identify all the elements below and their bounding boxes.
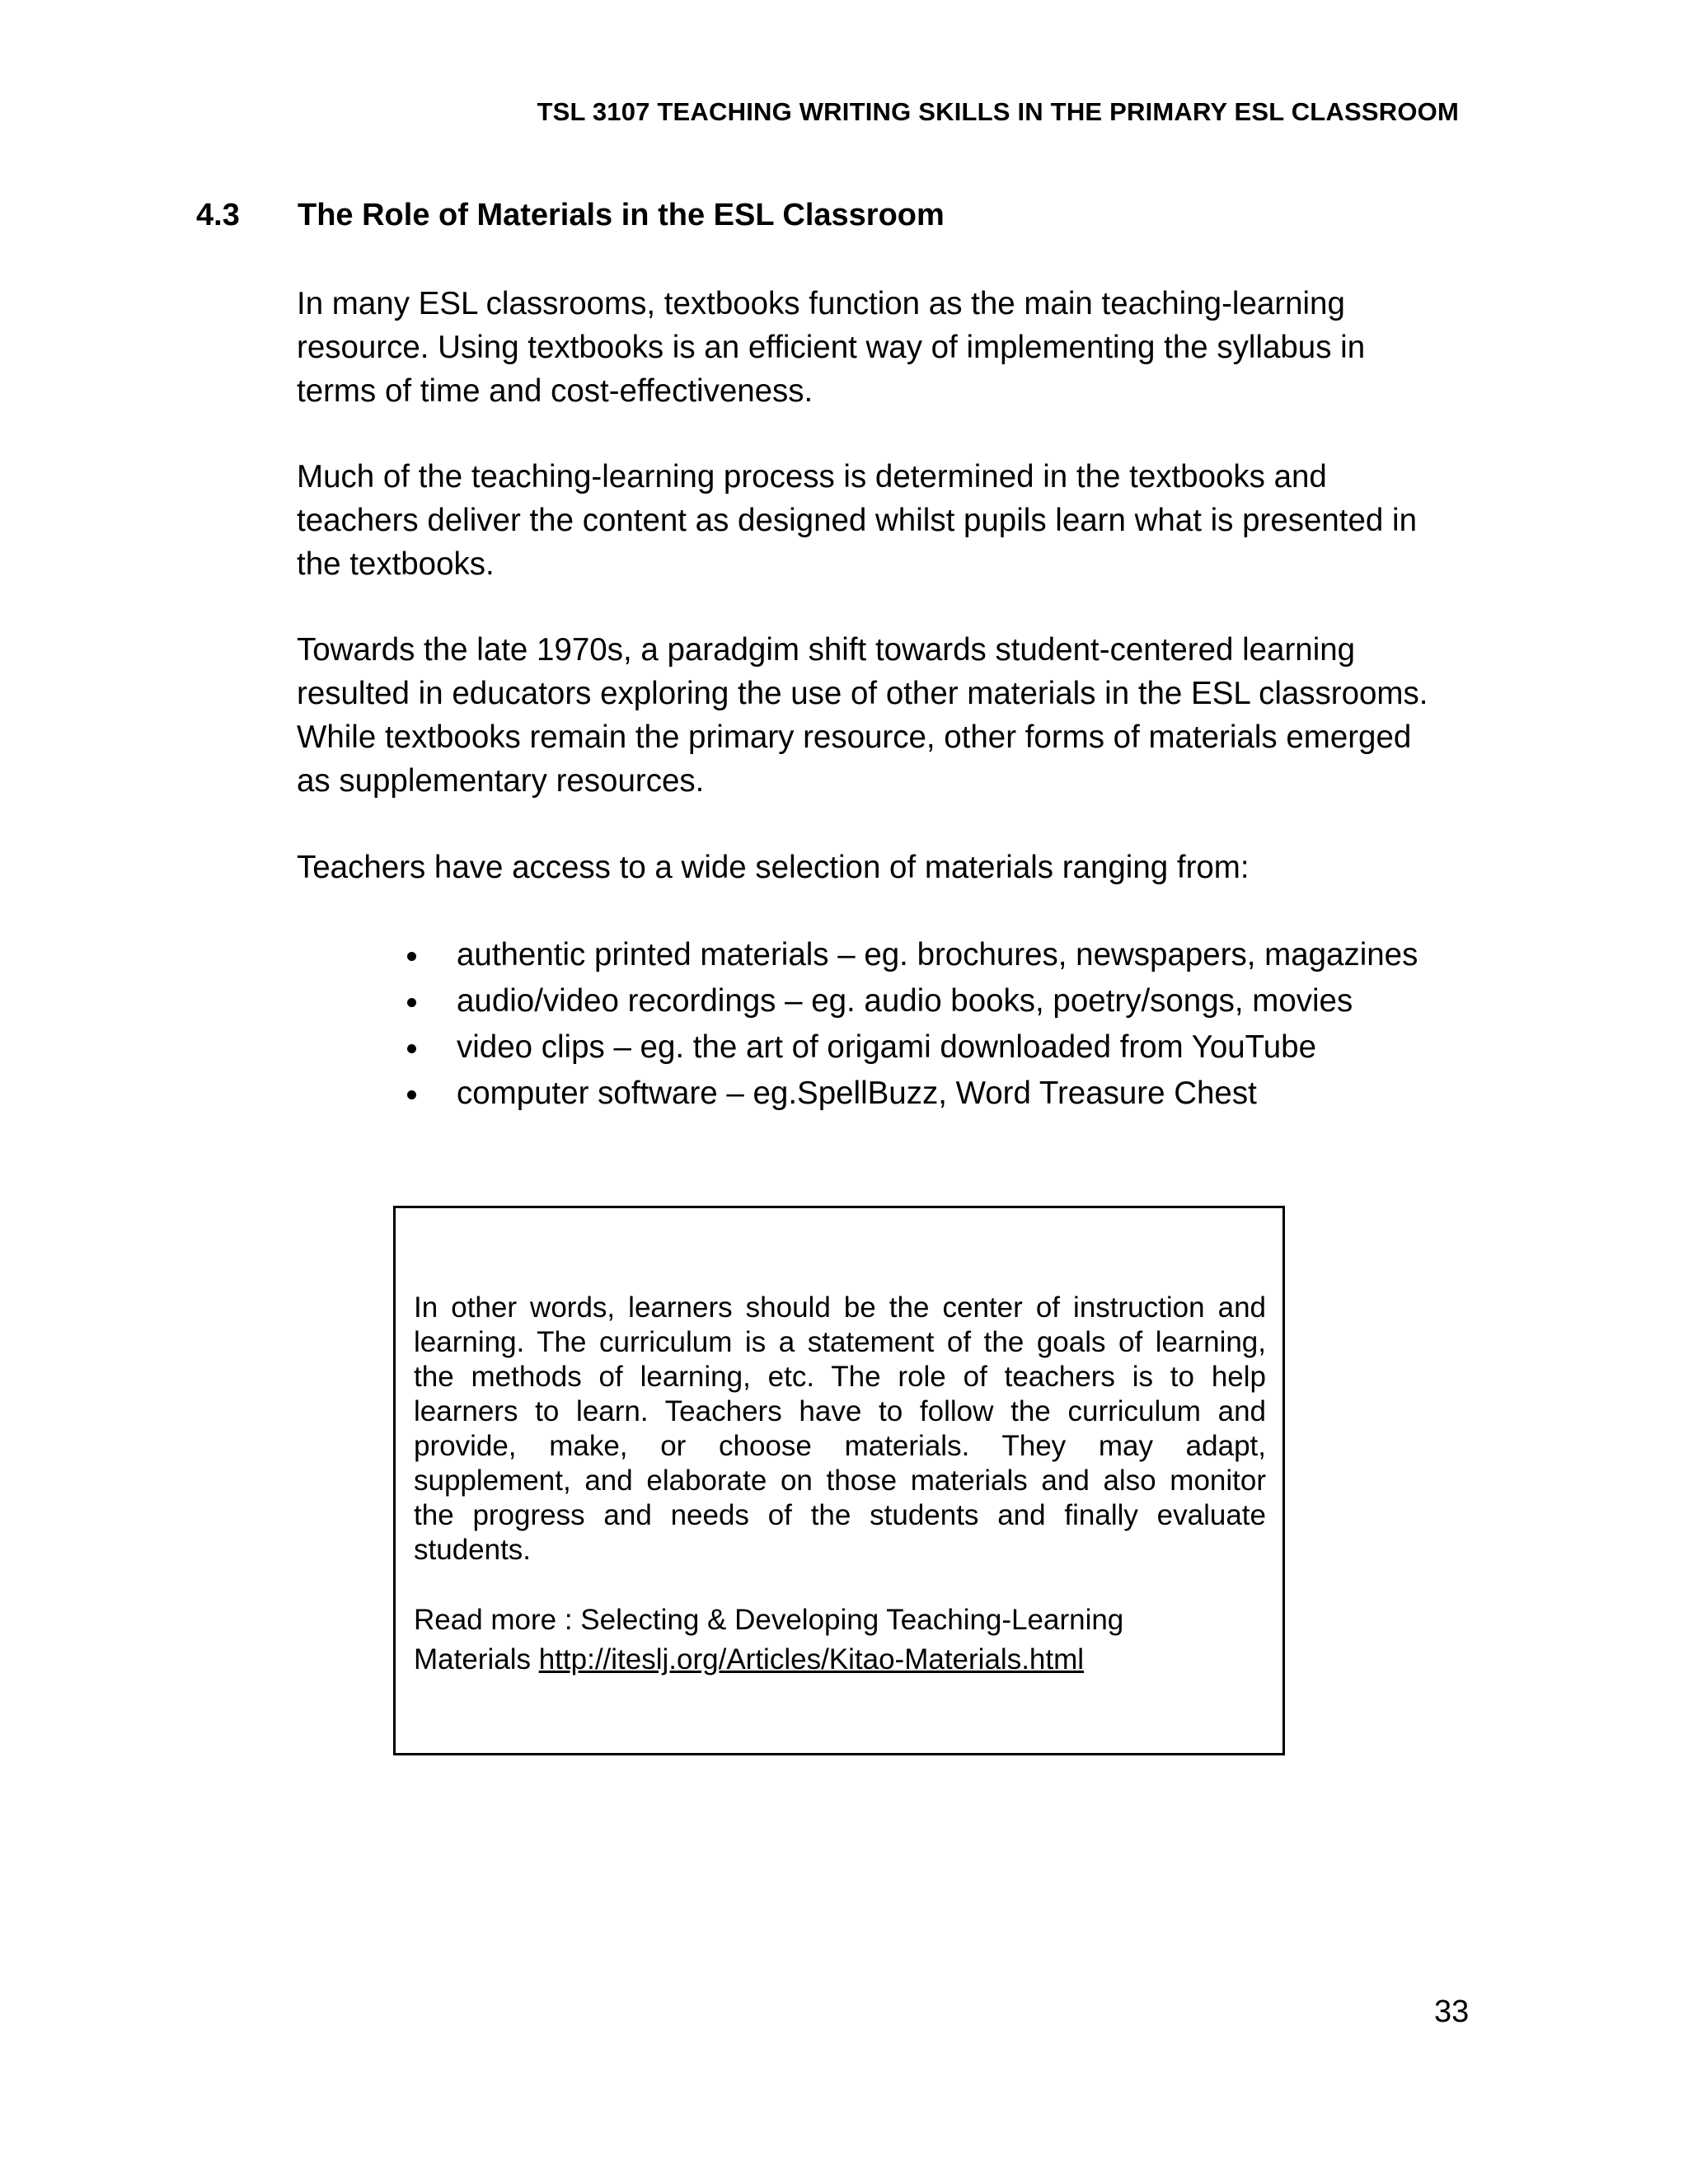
paragraph-4: [297, 846, 1484, 889]
bullet-icon: [407, 998, 416, 1007]
paragraph-line: Towards the late 1970s, a paradgim shift towards student-centered learning: [297, 632, 1356, 668]
note-line: learning. The curriculum is a statement of the goals of learning,: [414, 1326, 1266, 1358]
paragraph-1: [297, 282, 1484, 413]
paragraph-line: the textbooks.: [297, 546, 495, 582]
read-more: [414, 1601, 1123, 1680]
paragraph-line: teachers deliver the content as designed whilst pupils learn what is presented in: [297, 503, 1417, 538]
note-box: [393, 1206, 1285, 1755]
materials-list: [404, 932, 1418, 1117]
paragraph-line: terms of time and cost-effectiveness.: [297, 373, 814, 409]
list-item: [404, 978, 1418, 1024]
section-title: The Role of Materials in the ESL Classroom: [298, 198, 945, 232]
note-line: the methods of learning, etc. The role of teachers is to help: [414, 1361, 1266, 1393]
list-item-text: authentic printed materials – eg. brochures, newspapers, magazines: [457, 937, 1418, 972]
paragraph-3: [297, 628, 1484, 803]
read-more-prefix: Materials: [414, 1643, 539, 1675]
paragraph-line: as supplementary resources.: [297, 763, 705, 799]
list-item-text: video clips – eg. the art of origami downloaded from YouTube: [457, 1029, 1316, 1065]
paragraph-line: resulted in educators exploring the use of other materials in the ESL classrooms.: [297, 676, 1428, 711]
paragraph-line: While textbooks remain the primary resource, other forms of materials emerged: [297, 719, 1412, 755]
paragraph-line: Much of the teaching-learning process is determined in the textbooks and: [297, 459, 1327, 494]
paragraph-line: resource. Using textbooks is an efficient way of implementing the syllabus in: [297, 330, 1366, 365]
running-header: TSL 3107 TEACHING WRITING SKILLS IN THE PRIMARY ESL CLASSROOM: [537, 97, 1459, 126]
article-link[interactable]: http://iteslj.org/Articles/Kitao-Materials.html: [538, 1643, 1085, 1675]
note-line: provide, make, or choose materials. They may adapt,: [414, 1430, 1266, 1462]
list-item: [404, 1024, 1418, 1071]
paragraph-line: Teachers have access to a wide selection of materials ranging from:: [297, 850, 1250, 885]
list-item-text: computer software – eg.SpellBuzz, Word Treasure Chest: [457, 1076, 1257, 1111]
page-number: 33: [1434, 1994, 1470, 2029]
paragraph-2: [297, 455, 1484, 586]
bullet-icon: [407, 1044, 416, 1053]
paragraph-line: In many ESL classrooms, textbooks function as the main teaching-learning: [297, 286, 1345, 321]
note-line: supplement, and elaborate on those materials and also monitor: [414, 1465, 1266, 1497]
note-line: learners to learn. Teachers have to follow the curriculum and: [414, 1395, 1266, 1427]
bullet-icon: [407, 1090, 416, 1099]
bullet-icon: [407, 952, 416, 961]
list-item: [404, 932, 1418, 978]
read-more-label: Read more : Selecting & Developing Teaching-Learning: [414, 1604, 1124, 1636]
section-number: 4.3: [196, 198, 240, 232]
list-item: [404, 1071, 1418, 1117]
note-line: In other words, learners should be the center of instruction and: [414, 1291, 1266, 1324]
section-heading: [196, 198, 945, 233]
list-item-text: audio/video recordings – eg. audio books, poetry/songs, movies: [457, 983, 1353, 1019]
note-line: students.: [414, 1534, 532, 1566]
note-text: [414, 1291, 1266, 1568]
note-line: the progress and needs of the students and finally evaluate: [414, 1499, 1266, 1531]
